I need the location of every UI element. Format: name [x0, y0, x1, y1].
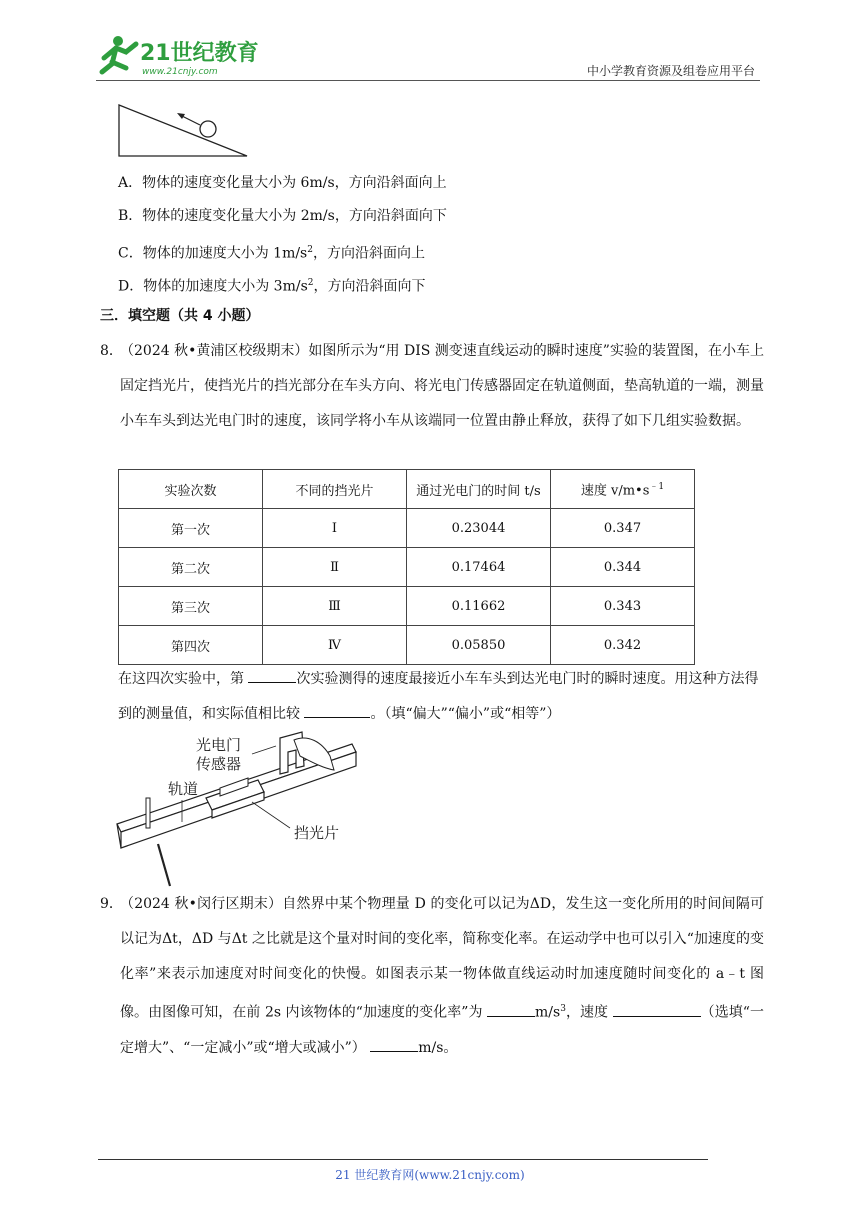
table-cell: 第一次 — [119, 509, 263, 548]
table-cell: 第二次 — [119, 548, 263, 587]
table-cell: 0.344 — [551, 548, 695, 587]
answer-blank-5[interactable] — [370, 1037, 418, 1052]
site-logo — [96, 32, 266, 78]
table-cell: 0.23044 — [407, 509, 551, 548]
section-title: 三．填空题（共 4 小题） — [100, 308, 260, 324]
velocity-header-text: 速度 v/m•s — [580, 483, 650, 499]
option-a: A．物体的速度变化量大小为 6m/s，方向沿斜面向上 — [118, 175, 447, 191]
option-d-text: D．物体的加速度大小为 3m/s — [118, 278, 308, 295]
option-c — [118, 240, 425, 264]
table-cell: Ⅲ — [263, 587, 407, 626]
table-cell: 0.17464 — [407, 548, 551, 587]
footer-text: 21 世纪教育网(www.21cnjy.com) — [335, 1168, 525, 1182]
question-9 — [100, 887, 764, 1066]
question-8-fill — [118, 662, 764, 732]
option-d — [118, 273, 426, 297]
fill-text-3: 。（填“偏大”“偏小”或“相等”） — [370, 706, 561, 722]
table-header-cell: 不同的挡光片 — [263, 470, 407, 509]
table-cell: 0.05850 — [407, 626, 551, 665]
answer-blank-3[interactable] — [487, 1002, 535, 1017]
table-header-cell: 通过光电门的时间 t/s — [407, 470, 551, 509]
option-c-sup: 2 — [307, 245, 313, 255]
question-8 — [100, 334, 764, 439]
logo-url: www.21cnjy.com — [142, 67, 218, 77]
answer-blank-1[interactable] — [248, 668, 296, 683]
table-header-cell — [551, 470, 695, 509]
table-row — [119, 509, 695, 548]
table-cell: Ⅳ — [263, 626, 407, 665]
experiment-table — [118, 469, 695, 665]
table-cell: 第三次 — [119, 587, 263, 626]
label-photogate: 光电门 — [196, 736, 242, 754]
table-cell: Ⅱ — [263, 548, 407, 587]
q9-text-1: （2024 秋•闵行区期末）自然界中某个物理量 D 的变化可以记为ΔD，发生这一变化所用的时间间隔可以记为Δt，ΔD 与Δt 之比就是这个量对时间的变化率，简称变化率。在运动学中也可以引入“加速度的变化率”来表示加速度对时间变化的快慢。如图表示某一物体做直线运动时加速度随时间变化的 a﹣t 图像。由图像可知，在前 2s 内该物体的“加速度的变化率”为 — [120, 896, 764, 1021]
header-divider — [96, 80, 760, 81]
velocity-header-sup: ﹣1 — [649, 482, 665, 493]
fill-text-2: 次实验测得的速度最接近小车车头到达光电门时的瞬时速度。用这种方法得到的测量值，和实际值相比较 — [118, 671, 759, 722]
incline-figure — [114, 100, 254, 160]
label-flag: 挡光片 — [294, 824, 340, 842]
apparatus-figure — [112, 726, 362, 888]
table-cell: 第四次 — [119, 626, 263, 665]
q9-unit-2: m/s。 — [418, 1039, 458, 1056]
table-cell: Ⅰ — [263, 509, 407, 548]
table-row — [119, 548, 695, 587]
header-platform-text: 中小学教育资源及组卷应用平台 — [586, 64, 755, 78]
question-8-number: 8． — [100, 343, 123, 359]
q9-text-2: ，速度 — [565, 1004, 613, 1021]
label-track: 轨道 — [168, 780, 199, 798]
table-cell: 0.343 — [551, 587, 695, 626]
runner-icon — [102, 36, 136, 72]
logo-text: 21世纪教育 — [140, 41, 259, 66]
answer-blank-2[interactable] — [304, 703, 370, 718]
option-c-dir: ，方向沿斜面向上 — [312, 245, 425, 262]
answer-blank-4[interactable] — [613, 1002, 701, 1017]
table-cell: 0.347 — [551, 509, 695, 548]
table-row — [119, 626, 695, 665]
label-sensor: 传感器 — [196, 755, 242, 773]
table-header-row — [119, 470, 695, 509]
table-cell: 0.11662 — [407, 587, 551, 626]
question-9-number: 9． — [100, 896, 123, 912]
fill-text-1: 在这四次实验中，第 — [118, 671, 249, 687]
q9-unit-1-sup: 3 — [560, 1004, 566, 1014]
question-9-text — [120, 887, 764, 1066]
footer-divider — [98, 1159, 708, 1160]
option-c-text: C．物体的加速度大小为 1m/s — [118, 245, 308, 262]
q9-unit-1: m/s — [535, 1004, 561, 1021]
question-8-text: （2024 秋•黄浦区校级期末）如图所示为“用 DIS 测变速直线运动的瞬时速度”实验的装置图，在小车上固定挡光片，使挡光片的挡光部分在车头方向、将光电门传感器固定在轨道侧面，垫高轨道的一端，测量小车车头到达光电门时的速度，该同学将小车从该端同一位置由静止释放，获得了如下几组实验数据。 — [120, 343, 764, 429]
table-row — [119, 587, 695, 626]
table-header-cell: 实验次数 — [119, 470, 263, 509]
option-b: B．物体的速度变化量大小为 2m/s，方向沿斜面向下 — [118, 208, 447, 224]
option-d-dir: ，方向沿斜面向下 — [313, 278, 426, 295]
table-cell: 0.342 — [551, 626, 695, 665]
option-d-sup: 2 — [307, 278, 314, 288]
q9-text-3: （选填“一定增大”、“一定减小”或“增大或减小”） — [120, 1004, 764, 1056]
